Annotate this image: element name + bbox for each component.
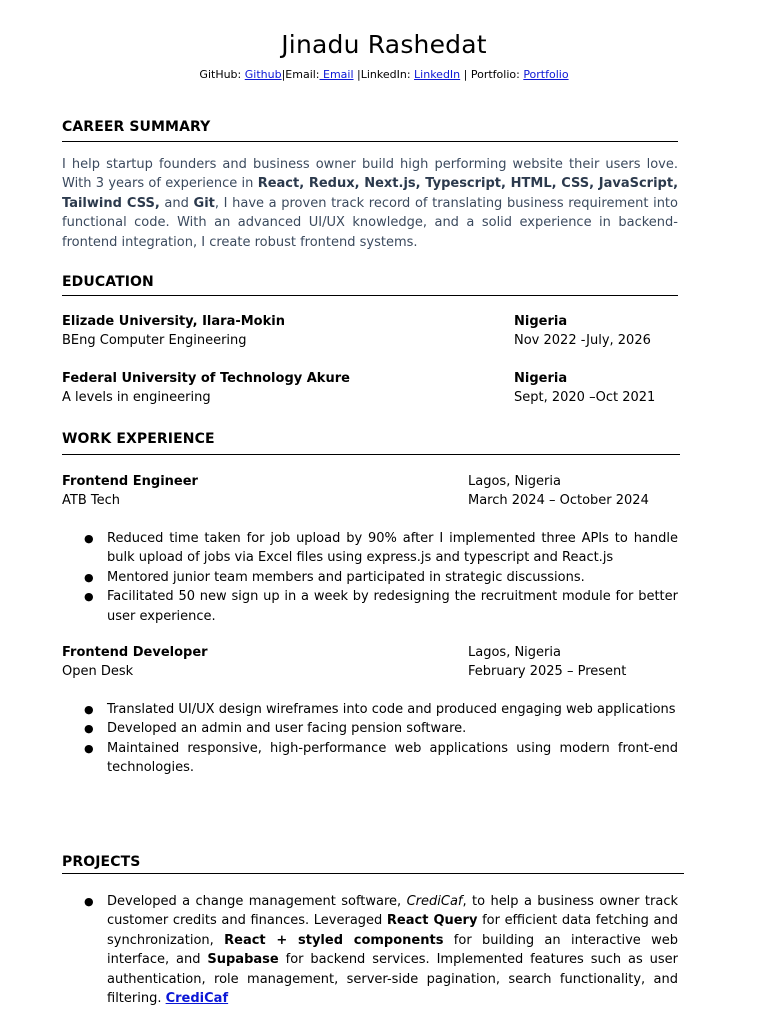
list-item: ● Translated UI/UX design wireframes into code and produced engaging web applications bbox=[62, 700, 678, 719]
section-divider bbox=[62, 141, 678, 142]
job-company: Open Desk bbox=[62, 664, 134, 679]
job-bullets bbox=[62, 700, 678, 778]
job-bullets bbox=[62, 529, 678, 626]
projects-heading: PROJECTS bbox=[62, 854, 141, 870]
candidate-name: Jinadu Rashedat bbox=[281, 30, 487, 59]
project-bullets bbox=[62, 892, 678, 1008]
job-dates: February 2025 – Present bbox=[468, 664, 627, 679]
project-text: Developed a change management software, bbox=[107, 894, 407, 909]
project-text: , to help a business owner track customer credits and finances. Leveraged bbox=[107, 894, 678, 929]
work-experience-heading: WORK EXPERIENCE bbox=[62, 431, 215, 447]
linkedin-label: |LinkedIn: bbox=[353, 68, 415, 81]
degree: BEng Computer Engineering bbox=[62, 333, 247, 348]
career-summary-heading: CAREER SUMMARY bbox=[62, 119, 211, 135]
list-item: ● Maintained responsive, high-performance web applications using modern front-end technologies. bbox=[62, 739, 678, 778]
project-name: CrediCaf bbox=[406, 894, 463, 909]
email-link[interactable]: Email bbox=[319, 68, 354, 81]
project-tech: Supabase bbox=[207, 952, 279, 968]
job-location: Lagos, Nigeria bbox=[468, 645, 561, 660]
list-item: ● Facilitated 50 new sign up in a week by redesigning the recruitment module for better user experience. bbox=[62, 587, 678, 626]
section-divider bbox=[62, 295, 678, 296]
summary-skill-git: Git bbox=[193, 195, 215, 211]
summary-skills: React, Redux, Next.js, Typescript, HTML, CSS, JavaScript, Tailwind CSS, bbox=[62, 176, 679, 211]
job-dates: March 2024 – October 2024 bbox=[468, 493, 649, 508]
email-label: |Email: bbox=[281, 68, 320, 81]
section-divider bbox=[62, 454, 680, 455]
career-summary-text bbox=[62, 155, 678, 252]
education-dates: Sept, 2020 –Oct 2021 bbox=[514, 390, 656, 405]
summary-text: and bbox=[159, 195, 194, 211]
project-text: for building an interactive web interface, and bbox=[107, 932, 678, 968]
education-heading: EDUCATION bbox=[62, 274, 154, 290]
school-name: Federal University of Technology Akure bbox=[62, 371, 350, 386]
education-dates: Nov 2022 -July, 2026 bbox=[514, 333, 651, 348]
school-location: Nigeria bbox=[514, 314, 568, 329]
school-name: Elizade University, Ilara-Mokin bbox=[62, 314, 285, 329]
job-role: Frontend Engineer bbox=[62, 474, 198, 489]
list-item: ● Mentored junior team members and participated in strategic discussions. bbox=[62, 568, 678, 587]
section-divider bbox=[62, 873, 684, 874]
summary-text: , I have a proven track record of translating business requirement into functional code. With an advanced UI/UX knowledge, and a solid experience in backend-frontend integration, I create robust frontend systems. bbox=[62, 195, 678, 250]
list-item: ● Reduced time taken for job upload by 90% after I implemented three APIs to handle bulk upload of jobs via Excel files using express.js and typescript and React.js bbox=[62, 529, 678, 568]
list-item: ● Developed an admin and user facing pension software. bbox=[62, 719, 678, 738]
job-company: ATB Tech bbox=[62, 493, 120, 508]
linkedin-link[interactable]: LinkedIn bbox=[414, 68, 461, 81]
project-text: for efficient data fetching and synchronization, bbox=[107, 913, 678, 948]
project-tech: React + styled components bbox=[224, 932, 444, 948]
portfolio-label: | Portfolio: bbox=[460, 68, 524, 81]
list-item bbox=[62, 892, 678, 1008]
project-tech: React Query bbox=[386, 913, 478, 929]
school-location: Nigeria bbox=[514, 371, 568, 386]
project-link[interactable]: CrediCaf bbox=[165, 991, 229, 1007]
contact-links bbox=[0, 68, 768, 81]
project-text: for backend services. Implemented features such as user authentication, role management, server-side pagination, search functionality, and filtering. bbox=[107, 952, 678, 1007]
summary-text: I help startup founders and business owner build high performing website their users love. With 3 years of experience in bbox=[62, 157, 678, 192]
degree: A levels in engineering bbox=[62, 390, 211, 405]
github-link[interactable]: Github bbox=[244, 68, 282, 81]
github-label: GitHub: bbox=[199, 68, 245, 81]
portfolio-link[interactable]: Portfolio bbox=[523, 68, 569, 81]
job-location: Lagos, Nigeria bbox=[468, 474, 561, 489]
job-role: Frontend Developer bbox=[62, 645, 208, 660]
